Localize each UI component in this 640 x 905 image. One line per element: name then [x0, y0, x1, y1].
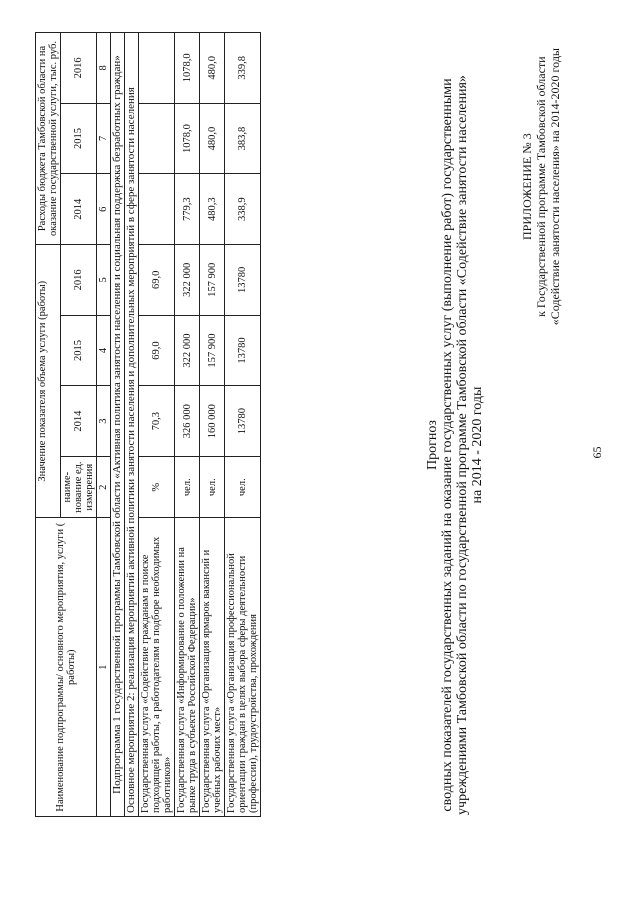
page-number: 65	[590, 446, 604, 459]
expense-2015: 383,8	[225, 103, 261, 174]
header-name: Наименование подпрограммы/ основного мероприятия, услуги ( работы)	[36, 518, 97, 817]
header-expense-2014: 2014	[61, 174, 97, 245]
expense-2015	[139, 103, 175, 174]
volume-2014: 70,3	[139, 386, 175, 457]
volume-2016: 157 900	[200, 245, 225, 316]
title-line-2: сводных показателей государственных заданий на оказание государственных услуг (выполнение работ) государственными	[440, 78, 455, 812]
title-heading: Прогноз	[425, 420, 440, 470]
col-number: 1	[97, 518, 111, 817]
table-header-row-1	[36, 33, 61, 817]
header-year-2014: 2014	[61, 386, 97, 457]
expense-2014: 338,9	[225, 174, 261, 245]
unit-cell: %	[139, 456, 175, 517]
table-row	[200, 33, 225, 817]
table-row	[139, 33, 175, 817]
volume-2016: 69,0	[139, 245, 175, 316]
col-number: 7	[97, 103, 111, 174]
unit-cell: чел.	[200, 456, 225, 517]
col-number: 8	[97, 33, 111, 104]
expense-2016: 1078,0	[175, 33, 200, 104]
header-volume: Значение показателя объема услуги (работы)	[36, 245, 61, 518]
expense-2014	[139, 174, 175, 245]
subprogram-row	[111, 33, 125, 817]
volume-2016: 322 000	[175, 245, 200, 316]
title-line-4: на 2014 - 2020 годы	[470, 386, 485, 504]
header-expense-2015: 2015	[61, 103, 97, 174]
main-activity-row	[125, 33, 139, 817]
column-number-row	[97, 33, 111, 817]
appendix-block	[520, 48, 562, 325]
expense-2015: 1078,0	[175, 103, 200, 174]
main-activity-title: Основное мероприятие 2: реализация мероприятий активной политики занятости населения и дополнительных мероприятий в сфере занятости населения	[125, 33, 139, 817]
service-name: Государственная услуга «Организация ярмарок вакансий и учебных рабочих мест»	[200, 518, 225, 817]
col-number: 5	[97, 245, 111, 316]
header-year-2015: 2015	[61, 315, 97, 386]
appendix-title: ПРИЛОЖЕНИЕ № 3	[520, 133, 534, 241]
subprogram-title: Подпрограмма 1 государственной программы Тамбовской области «Активная политика занятости населения и социальная поддержка безработных граждан»	[111, 33, 125, 817]
unit-cell: чел.	[225, 456, 261, 517]
service-name: Государственная услуга «Содействие гражданам в поиске подходящей работы, а работодателям в подборе необходимых работников»	[139, 518, 175, 817]
header-expense-2016: 2016	[61, 33, 97, 104]
volume-2014: 326 000	[175, 386, 200, 457]
expense-2016: 480,0	[200, 33, 225, 104]
table-row	[225, 33, 261, 817]
table-row	[175, 33, 200, 817]
forecast-table	[35, 32, 261, 817]
document-title	[425, 65, 485, 825]
header-year-2016: 2016	[61, 245, 97, 316]
expense-2014: 480,3	[200, 174, 225, 245]
col-number: 4	[97, 315, 111, 386]
service-name: Государственная услуга «Информирование о положении на рынке труда в субъекте Российской Федерации»	[175, 518, 200, 817]
expense-2015: 480,0	[200, 103, 225, 174]
volume-2014: 160 000	[200, 386, 225, 457]
volume-2015: 13780	[225, 315, 261, 386]
volume-2015: 69,0	[139, 315, 175, 386]
volume-2014: 13780	[225, 386, 261, 457]
header-expense: Расходы бюджета Тамбовской области на оказание государственной услуги, тыс. руб.	[36, 33, 61, 245]
title-line-3: учреждениями Тамбовской области по государственной программе Тамбовской области «Содействие занятости населения»	[455, 75, 470, 815]
appendix-line-1: к Государственной программе Тамбовской области	[534, 56, 548, 317]
service-name: Государственная услуга «Организация профессиональной ориентации граждан в целях выбора сферы деятельности (профессии), трудоустройства, прохождения	[225, 518, 261, 817]
header-unit: наиме-нование ед. измерения	[61, 456, 97, 517]
volume-2016: 13780	[225, 245, 261, 316]
unit-cell: чел.	[175, 456, 200, 517]
expense-2016: 339,8	[225, 33, 261, 104]
col-number: 6	[97, 174, 111, 245]
appendix-line-2: «Содействие занятости населения» на 2014-2020 годы	[548, 48, 562, 326]
volume-2015: 322 000	[175, 315, 200, 386]
expense-2016	[139, 33, 175, 104]
expense-2014: 779,3	[175, 174, 200, 245]
col-number: 2	[97, 456, 111, 517]
col-number: 3	[97, 386, 111, 457]
volume-2015: 157 900	[200, 315, 225, 386]
